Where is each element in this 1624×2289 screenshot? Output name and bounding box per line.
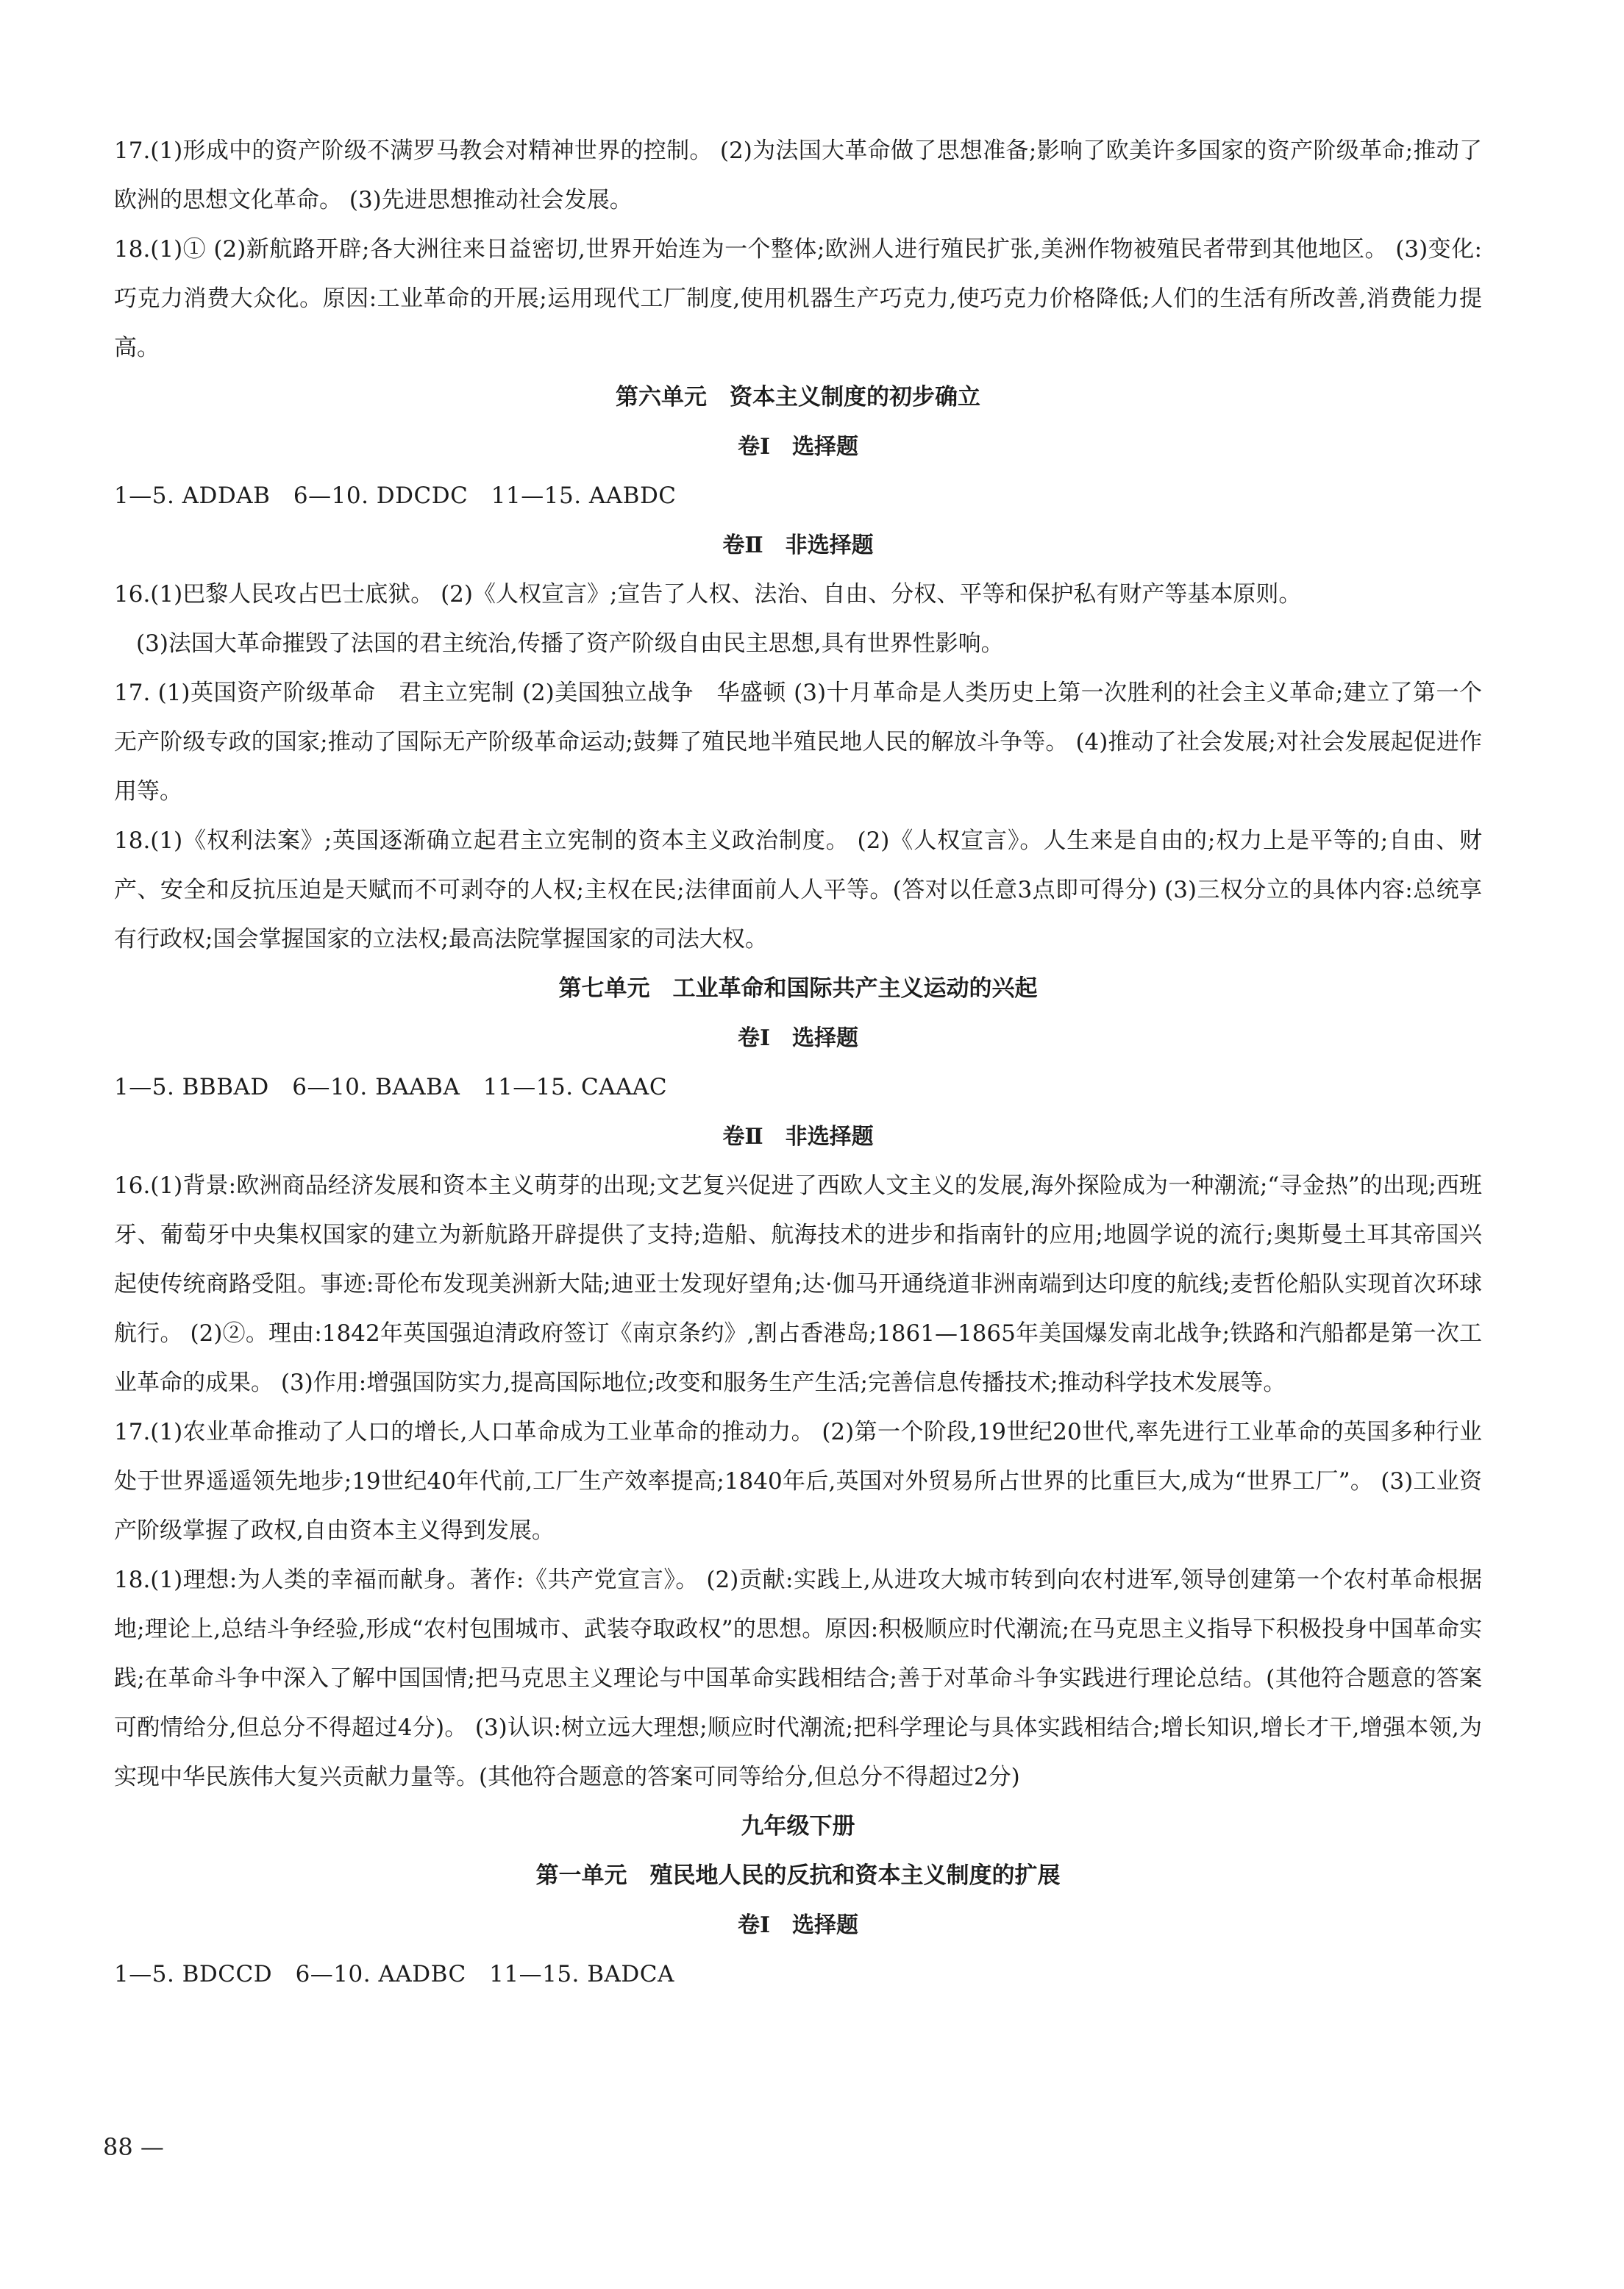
unit7-part2-title: 卷Ⅱ 非选择题 <box>722 1124 874 1150</box>
unit6-part1-title: 卷Ⅰ 选择题 <box>737 434 859 460</box>
unit5-q18: 18.(1)① (2)新航路开辟;各大洲往来日益密切,世界开始连为一个整体;欧洲人进行殖民扩张,美洲作物被殖民者带到其他地区。 (3)变化:巧克力消费大众化。原因:工业革命的开展;运用现代工厂制度,使用机器生产巧克力,使巧克力价格降低;人们的生活有所改善,消费能力提高。 <box>114 236 1482 361</box>
unit6-q16-part3: (3)法国大革命摧毁了法国的君主统治,传播了资产阶级自由民主思想,具有世界性影响。 <box>136 630 1004 657</box>
unit7-choice-answers: 1—5. BBBAD 6—10. BAABA 11—15. CAAAC <box>114 1074 668 1100</box>
grade9-book2-title: 九年级下册 <box>741 1813 855 1840</box>
g9-unit1-title: 第一单元 殖民地人民的反抗和资本主义制度的扩展 <box>535 1862 1061 1889</box>
unit7-q17: 17.(1)农业革命推动了人口的增长,人口革命成为工业革命的推动力。 (2)第一个阶段,19世纪20世代,率先进行工业革命的英国多种行业处于世界遥遥领先地步;19世纪40年代前,工厂生产效率提高;1840年后,英国对外贸易所占世界的比重巨大,成为“世界工厂”。 (3)工业资产阶级掌握了政权,自由资本主义得到发展。 <box>114 1419 1482 1544</box>
page-number: 88 — <box>103 2133 164 2161</box>
g9-unit1-part1-title: 卷Ⅰ 选择题 <box>737 1912 859 1938</box>
unit6-q18: 18.(1)《权利法案》;英国逐渐确立起君主立宪制的资本主义政治制度。 (2)《人权宣言》。人生来是自由的;权力上是平等的;自由、财产、安全和反抗压迫是天赋而不可剥夺的人权;主权在民;法律面前人人平等。(答对以任意3点即可得分) (3)三权分立的具体内容:总统享有行政权;国会掌握国家的立法权;最高法院掌握国家的司法大权。 <box>114 827 1482 953</box>
unit6-q16: 16.(1)巴黎人民攻占巴士底狱。 (2)《人权宣言》;宣告了人权、法治、自由、分权、平等和保护私有财产等基本原则。 <box>114 581 1302 608</box>
unit6-choice-answers: 1—5. ADDAB 6—10. DDCDC 11—15. AABDC <box>114 483 677 509</box>
g9-unit1-choice-answers: 1—5. BDCCD 6—10. AADBC 11—15. BADCA <box>114 1961 674 1987</box>
unit5-q17: 17.(1)形成中的资产阶级不满罗马教会对精神世界的控制。 (2)为法国大革命做了思想准备;影响了欧美许多国家的资产阶级革命;推动了欧洲的思想文化革命。 (3)先进思想推动社会发展。 <box>114 138 1482 213</box>
unit6-part2-title: 卷Ⅱ 非选择题 <box>722 533 874 558</box>
unit6-title: 第六单元 资本主义制度的初步确立 <box>616 384 980 410</box>
unit7-q18: 18.(1)理想:为人类的幸福而献身。著作:《共产党宣言》。 (2)贡献:实践上,从进攻大城市转到向农村进军,领导创建第一个农村革命根据地;理论上,总结斗争经验,形成“农村包围城市、武装夺取政权”的思想。原因:积极顺应时代潮流;在马克思主义指导下积极投身中国革命实践;在革命斗争中深入了解中国国情;把马克思主义理论与中国革命实践相结合;善于对革命斗争实践进行理论总结。(其他符合题意的答案可酌情给分,但总分不得超过4分)。 (3)认识:树立远大理想;顺应时代潮流;把科学理论与具体实践相结合;增长知识,增长才干,增强本领,为实现中华民族伟大复兴贡献力量等。(其他符合题意的答案可同等给分,但总分不得超过2分) <box>114 1567 1482 1790</box>
unit7-title: 第七单元 工业革命和国际共产主义运动的兴起 <box>558 975 1038 1002</box>
unit7-part1-title: 卷Ⅰ 选择题 <box>737 1025 859 1051</box>
unit6-q17: 17. (1)英国资产阶级革命 君主立宪制 (2)美国独立战争 华盛顿 (3)十月革命是人类历史上第一次胜利的社会主义革命;建立了第一个无产阶级专政的国家;推动了国际无产阶级革命运动;鼓舞了殖民地半殖民地人民的解放斗争等。 (4)推动了社会发展;对社会发展起促进作用等。 <box>114 680 1482 805</box>
answer-content <box>114 127 1482 1999</box>
unit7-q16: 16.(1)背景:欧洲商品经济发展和资本主义萌芽的出现;文艺复兴促进了西欧人文主义的发展,海外探险成为一种潮流;“寻金热”的出现;西班牙、葡萄牙中央集权国家的建立为新航路开辟提供了支持;造船、航海技术的进步和指南针的应用;地圆学说的流行;奥斯曼土耳其帝国兴起使传统商路受阻。事迹:哥伦布发现美洲新大陆;迪亚士发现好望角;达·伽马开通绕道非洲南端到达印度的航线;麦哲伦船队实现首次环球航行。 (2)②。理由:1842年英国强迫清政府签订《南京条约》,割占香港岛;1861—1865年美国爆发南北战争;铁路和汽船都是第一次工业革命的成果。 (3)作用:增强国防实力,提高国际地位;改变和服务生产生活;完善信息传播技术;推动科学技术发展等。 <box>114 1172 1482 1396</box>
